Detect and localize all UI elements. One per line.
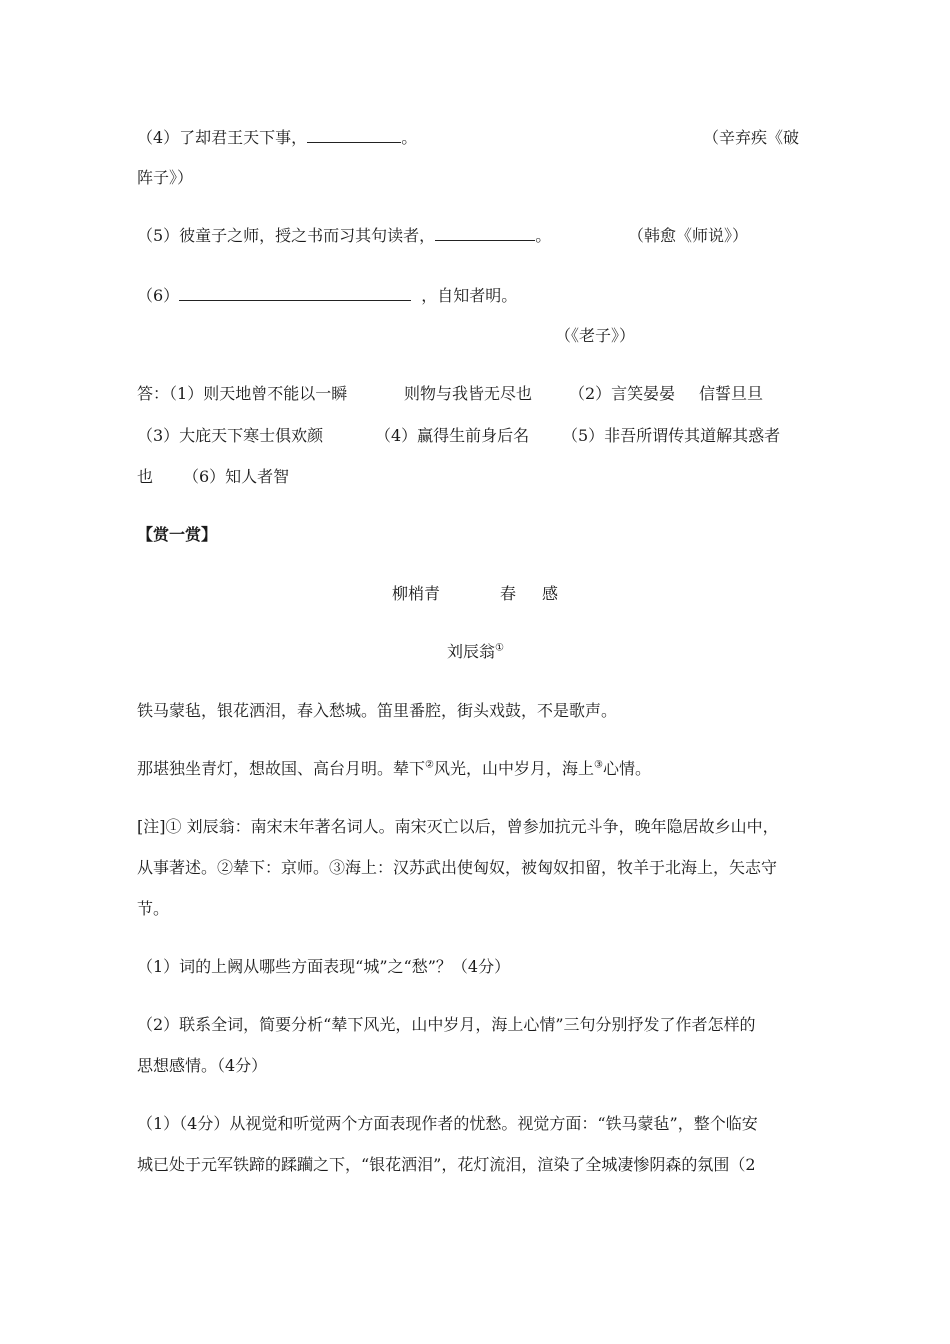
question-5-source: （韩愈《师说》） [628,226,749,245]
answer-line-1: 答：（1）则天地曾不能以一瞬 [137,384,348,403]
answer-blank [435,226,535,241]
answer-poem-line-1: （1）（4分）从视觉和听觉两个方面表现作者的忧愁。视觉方面：“铁马蒙毡”，整个临安 [137,1114,758,1133]
answer-poem-line-2: 城已处于元军铁蹄的蹂躏之下，“银花洒泪”，花灯流泪，渲染了全城凄惨阴森的氛围（2 [137,1155,756,1174]
poem-line-1: 铁马蒙毡，银花洒泪，春入愁城。笛里番腔，街头戏鼓，不是歌声。 [137,701,618,720]
footnote-marker: ① [495,642,504,654]
answer-6: （6）知人者智 [183,467,290,486]
question-6-text: ，自知者明。 [421,286,518,305]
poem-title-2: 感 [542,584,559,603]
question-poem-1: （1）词的上阙从哪些方面表现“城”之“愁”？（4分） [137,957,511,976]
question-4-source: （辛弃疾《破 [703,128,800,147]
note-line-1: [注]① 刘辰翁：南宋末年著名词人。南宋灭亡以后，曾参加抗元斗争，晚年隐居故乡山中， [137,817,779,836]
question-4-source-cont: 阵子》） [137,168,194,187]
answer-5: （5）非吾所谓传其道解其惑者 [562,426,781,445]
question-poem-2: （2）联系全词，简要分析“辇下风光，山中岁月，海上心情”三句分别抒发了作者怎样的 [137,1015,756,1034]
poem-title-1: 春 [500,584,517,603]
answer-blank [179,286,411,301]
footnote-marker: ② [425,759,434,771]
section-title: 【赏一赏】 [137,525,218,544]
poem-line-2: 那堪独坐青灯，想故国、高台月明。辇下②风光，山中岁月，海上③心情。 [137,759,651,778]
note-line-2: 从事著述。②辇下：京师。③海上：汉苏武出使匈奴，被匈奴扣留，牧羊于北海上，矢志守 [137,858,778,877]
answer-blank [307,128,401,143]
answer-5-cont: 也 [137,467,154,486]
footnote-marker: ③ [594,759,603,771]
answer-1b: 则物与我皆无尽也 [404,384,533,403]
answer-3: （3）大庇天下寒士俱欢颜 [137,426,324,445]
note-line-3: 节。 [137,899,170,918]
question-4: （4）了却君王天下事， 。 [137,128,418,147]
answer-2: （2）言笑晏晏 [569,384,676,403]
question-5: （5）彼童子之师，授之书而习其句读者， 。 [137,226,552,245]
answer-2b: 信誓旦旦 [699,384,764,403]
poem-author: 刘辰翁① [447,642,504,661]
question-6-source: （《老子》） [555,326,636,345]
question-6: （6） ，自知者明。 [137,286,518,305]
question-4-text: （4）了却君王天下事， [137,128,308,147]
question-poem-2-cont: 思想感情。（4分） [137,1056,268,1075]
poem-tune: 柳梢青 [392,584,441,603]
question-5-text: （5）彼童子之师，授之书而习其句读者， [137,226,436,245]
answer-4: （4）赢得生前身后名 [375,426,530,445]
